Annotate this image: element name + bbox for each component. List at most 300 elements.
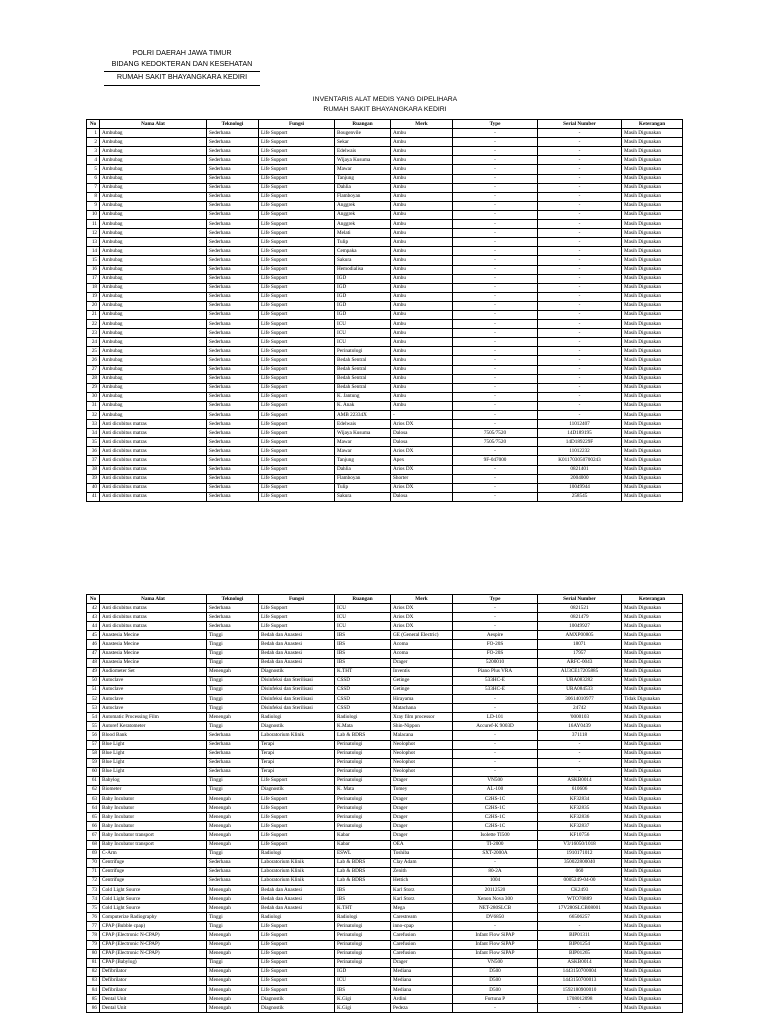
col-teknologi-cell: Sederhana [207,374,259,383]
col-serial-number-cell: WTO70889 [538,895,622,904]
col-keterangan-cell: Masih Digunakan [622,922,683,931]
col-no-cell: 43 [87,613,100,622]
col-teknologi-cell: Sederhana [207,156,259,165]
col-teknologi-cell: Menengah [207,931,259,940]
col-merk-cell: Mega [391,904,453,913]
col-type-cell: D500 [453,986,538,995]
col-ruangan-cell: Perinatologi [335,813,391,822]
col-fungsi-cell: Disinfeksi dan Sterilisasi [259,676,335,685]
col-keterangan-cell: Masih Digunakan [622,256,683,265]
col-nama-alat-cell: Blood Bank [100,731,207,740]
col-no-cell: 68 [87,840,100,849]
col-serial-number-cell: 24742 [538,704,622,713]
table-row [87,438,683,447]
col-teknologi-cell: Tinggi [207,676,259,685]
table-row [87,695,683,704]
col-nama-alat-cell: Ambubag [100,201,207,210]
col-teknologi-cell: Sederhana [207,265,259,274]
col-teknologi-cell: Menengah [207,940,259,949]
header-line-1: POLRI DAERAH JAWA TIMUR [132,48,232,57]
col-ruangan-cell: IBS [335,986,391,995]
col-keterangan-cell: Masih Digunakan [622,976,683,985]
table-row [87,365,683,374]
table-row [87,474,683,483]
col-ruangan-cell: Sekar [335,138,391,147]
col-merk-cell: Ambu [391,138,453,147]
col-type-cell: - [453,401,538,410]
table-row [87,895,683,904]
table-row [87,347,683,356]
col-serial-number-cell: ASKB0014 [538,776,622,785]
col-keterangan-cell: Masih Digunakan [622,456,683,465]
col-serial-number-cell: 17957 [538,649,622,658]
col-merk-cell: Pedeza [391,1004,453,1013]
col-merk-cell: Arios DX [391,622,453,631]
col-ruangan-cell: IBS [335,640,391,649]
col-ruangan-cell: Kabar [335,831,391,840]
col-ruangan-cell: Wijaya Kusuma [335,429,391,438]
col-teknologi-cell: Menengah [207,667,259,676]
col-no-cell: 84 [87,986,100,995]
table-row [87,649,683,658]
col-merk-cell: Dalosa [391,438,453,447]
col-serial-number-cell: - [538,301,622,310]
col-type-cell: Fortuna P [453,995,538,1004]
col-no-cell: 37 [87,456,100,465]
col-nama-alat-cell: Ambubag [100,320,207,329]
col-merk-cell: Mediana [391,986,453,995]
col-teknologi-cell: Sederhana [207,392,259,401]
col-ruangan-cell: Anggrek [335,220,391,229]
col-fungsi-cell: Bedah dan Anastesi [259,640,335,649]
col-keterangan-cell: Masih Digunakan [622,201,683,210]
col-fungsi-cell: Life Support [259,338,335,347]
col-nama-alat-cell: Defibrilator [100,986,207,995]
col-type-cell: D500 [453,967,538,976]
col-ruangan-cell: Perinatologi [335,767,391,776]
col-fungsi-cell: Radiologi [259,713,335,722]
col-fungsi-cell: Life Support [259,229,335,238]
table-row [87,420,683,429]
col-fungsi-cell: Laboratorium Klinik [259,858,335,867]
col-keterangan-cell: Masih Digunakan [622,492,683,501]
col-nama-alat-cell: CPAP (Electronic N-CPAP) [100,940,207,949]
col-fungsi-cell: Life Support [259,474,335,483]
col-merk-cell: Karl Storz [391,895,453,904]
col-ruangan-cell: Anggrek [335,210,391,219]
col-type-cell: 5200010 [453,658,538,667]
col-nama-alat-header: Nama Alat [100,595,207,604]
col-teknologi-cell: Menengah [207,804,259,813]
col-type-cell: - [453,767,538,776]
col-fungsi-cell: Life Support [259,347,335,356]
col-teknologi-cell: Sederhana [207,613,259,622]
col-serial-number-cell: 610606 [538,785,622,794]
col-merk-cell: Ambu [391,220,453,229]
col-ruangan-cell: IBS [335,895,391,904]
table-row [87,613,683,622]
col-nama-alat-cell: Anti dicubitus matras [100,483,207,492]
col-fungsi-cell: Life Support [259,147,335,156]
col-serial-number-cell: - [538,329,622,338]
col-type-cell: - [453,138,538,147]
col-no-cell: 62 [87,785,100,794]
col-nama-alat-cell: Ambubag [100,411,207,420]
col-ruangan-cell: Sakura [335,492,391,501]
col-nama-alat-cell: Anti dicubitus matras [100,429,207,438]
col-keterangan-cell: Masih Digunakan [622,704,683,713]
col-type-cell: - [453,356,538,365]
col-nama-alat-cell: Ambubag [100,283,207,292]
col-serial-number-cell: - [538,201,622,210]
table-row [87,785,683,794]
col-nama-alat-cell: Ambubag [100,192,207,201]
col-nama-alat-cell: Ambubag [100,265,207,274]
col-ruangan-cell: K. Jantung [335,392,391,401]
col-type-cell: C2HS-1C [453,795,538,804]
col-fungsi-cell: Life Support [259,183,335,192]
col-merk-cell: Carefusion [391,940,453,949]
col-keterangan-cell: Masih Digunakan [622,613,683,622]
col-keterangan-cell: Masih Digunakan [622,986,683,995]
col-type-cell: Piano Plus VRA [453,667,538,676]
col-merk-cell: Ambu [391,338,453,347]
col-no-cell: 51 [87,685,100,694]
col-merk-cell: Drager [391,813,453,822]
col-teknologi-cell: Sederhana [207,147,259,156]
table-row [87,767,683,776]
col-teknologi-cell: Menengah [207,895,259,904]
col-serial-number-cell: ASKB0014 [538,958,622,967]
col-teknologi-cell: Sederhana [207,238,259,247]
col-ruangan-cell: Perinatologi [335,758,391,767]
col-merk-cell: OEA [391,840,453,849]
col-ruangan-cell: K.Mata [335,722,391,731]
col-nama-alat-cell: Cold Light Source [100,886,207,895]
col-serial-number-cell: BIP01311 [538,931,622,940]
col-serial-number-cell: - [538,365,622,374]
col-teknologi-header: Teknologi [207,595,259,604]
col-ruangan-cell: Tulip [335,483,391,492]
col-merk-cell: - [391,411,453,420]
col-fungsi-cell: Life Support [259,247,335,256]
table-row [87,676,683,685]
col-serial-number-cell: KF32835 [538,804,622,813]
col-merk-cell: Shin-Nippon [391,722,453,731]
table-row [87,795,683,804]
col-ruangan-cell: CSSD [335,676,391,685]
col-ruangan-cell: Perinatologi [335,940,391,949]
col-no-cell: 57 [87,740,100,749]
col-type-cell: C2HS-1C [453,822,538,831]
col-serial-number-cell: - [538,922,622,931]
col-nama-alat-cell: Ambubag [100,401,207,410]
col-merk-cell: Ambu [391,301,453,310]
col-nama-alat-cell: Ambubag [100,165,207,174]
col-fungsi-cell: Life Support [259,804,335,813]
col-merk-cell: Ambu [391,129,453,138]
col-merk-cell: Clay Adam [391,858,453,867]
col-fungsi-cell: Bedah dan Anastesi [259,658,335,667]
col-ruangan-cell: ESWL [335,849,391,858]
col-serial-number-cell: - [538,749,622,758]
col-nama-alat-cell: Cold Light Source [100,904,207,913]
col-fungsi-cell: Terapi [259,740,335,749]
col-fungsi-cell: Life Support [259,310,335,319]
col-serial-number-header: Serial Number [538,120,622,129]
col-serial-number-cell: - [538,183,622,192]
document-title [250,95,520,115]
col-fungsi-cell: Life Support [259,967,335,976]
col-keterangan-cell: Masih Digunakan [622,283,683,292]
col-serial-number-cell: 1592180900010 [538,986,622,995]
col-teknologi-cell: Tinggi [207,722,259,731]
col-serial-number-cell: K011703050700243 [538,456,622,465]
col-type-cell: - [453,858,538,867]
col-fungsi-cell: Disinfeksi dan Sterilisasi [259,695,335,704]
col-fungsi-cell: Disinfeksi dan Sterilisasi [259,704,335,713]
table-row [87,456,683,465]
col-keterangan-cell: Masih Digunakan [622,676,683,685]
table-row [87,940,683,949]
col-merk-cell: Ambu [391,183,453,192]
col-type-cell: - [453,704,538,713]
col-ruangan-cell: Anggrek [335,201,391,210]
table-row [87,174,683,183]
col-teknologi-cell: Tinggi [207,785,259,794]
col-serial-number-cell: - [538,392,622,401]
col-ruangan-cell: Perinatologi [335,949,391,958]
col-merk-cell: Acoma [391,649,453,658]
col-merk-cell: Karl Storz [391,886,453,895]
col-keterangan-cell: Masih Digunakan [622,320,683,329]
header-line-2: BIDANG KEDOKTERAN DAN KESEHATAN [111,58,253,68]
col-type-cell: DV6850 [453,913,538,922]
col-fungsi-cell: Life Support [259,283,335,292]
table-row [87,904,683,913]
col-keterangan-cell: Masih Digunakan [622,1004,683,1013]
col-serial-number-cell: KF32836 [538,813,622,822]
col-teknologi-cell: Menengah [207,986,259,995]
col-teknologi-cell: Menengah [207,795,259,804]
col-no-cell: 58 [87,749,100,758]
col-ruangan-cell: Bougenvile [335,129,391,138]
col-serial-number-cell: - [538,274,622,283]
col-type-cell: - [453,229,538,238]
col-teknologi-cell: Sederhana [207,229,259,238]
table-row [87,813,683,822]
col-nama-alat-cell: Dental Unit [100,1004,207,1013]
col-teknologi-cell: Sederhana [207,310,259,319]
col-serial-number-cell: - [538,758,622,767]
col-fungsi-cell: Bedah dan Anastesi [259,895,335,904]
col-merk-cell: Drager [391,958,453,967]
col-type-cell: - [453,147,538,156]
col-serial-number-cell: URA083282 [538,676,622,685]
col-merk-cell: Dalosa [391,429,453,438]
col-teknologi-cell: Sederhana [207,329,259,338]
table-row [87,392,683,401]
col-teknologi-cell: Sederhana [207,274,259,283]
col-ruangan-cell: Lab & BDRS [335,876,391,885]
col-no-cell: 36 [87,447,100,456]
table-row [87,876,683,885]
table-row [87,483,683,492]
col-fungsi-cell: Terapi [259,767,335,776]
col-type-cell: - [453,301,538,310]
col-fungsi-cell: Laboratorium Klinik [259,867,335,876]
header-line-3: RUMAH SAKIT BHAYANGKARA KEDIRI [104,71,260,83]
col-keterangan-cell: Masih Digunakan [622,867,683,876]
col-no-cell: 45 [87,631,100,640]
col-keterangan-cell: Masih Digunakan [622,247,683,256]
col-teknologi-cell: Menengah [207,949,259,958]
col-no-cell: 59 [87,758,100,767]
col-serial-number-cell: 1443150700013 [538,976,622,985]
col-merk-cell: Ambu [391,156,453,165]
col-type-cell: - [453,613,538,622]
col-fungsi-cell: Life Support [259,392,335,401]
col-no-cell: 40 [87,483,100,492]
col-teknologi-cell: Sederhana [207,876,259,885]
col-fungsi-cell: Life Support [259,429,335,438]
col-type-cell: - [453,740,538,749]
col-fungsi-cell: Terapi [259,758,335,767]
table-row [87,667,683,676]
table-row [87,722,683,731]
col-type-cell: Infant Flow SiPAP [453,949,538,958]
col-merk-cell: Ambu [391,283,453,292]
table-row [87,447,683,456]
col-nama-alat-cell: CPAP (Electronic N-CPAP) [100,931,207,940]
col-keterangan-cell: Masih Digunakan [622,347,683,356]
col-ruangan-cell: Radiologi [335,713,391,722]
col-type-cell: - [453,129,538,138]
col-nama-alat-cell: Autoclave [100,685,207,694]
col-no-cell: 61 [87,776,100,785]
col-type-cell: D500 [453,976,538,985]
col-keterangan-cell: Masih Digunakan [622,210,683,219]
col-merk-cell: Ambu [391,247,453,256]
col-ruangan-cell: AMB 22334X [335,411,391,420]
table-row [87,758,683,767]
col-merk-cell: Ambu [391,174,453,183]
col-keterangan-cell: Masih Digunakan [622,931,683,940]
col-merk-cell: Getinge [391,685,453,694]
col-ruangan-cell: Kabar [335,840,391,849]
col-no-cell: 38 [87,465,100,474]
col-serial-number-cell: 17V280SLCB08001 [538,904,622,913]
col-nama-alat-cell: Ambubag [100,229,207,238]
col-no-cell: 4 [87,156,100,165]
col-merk-cell: Arios DX [391,613,453,622]
col-type-cell: Infant Flow SiPAP [453,931,538,940]
col-keterangan-cell: Masih Digunakan [622,740,683,749]
col-type-cell: - [453,695,538,704]
col-no-cell: 39 [87,474,100,483]
col-nama-alat-cell: Anti dicubitus matras [100,474,207,483]
col-type-cell: - [453,465,538,474]
table-row [87,776,683,785]
col-keterangan-cell: Masih Digunakan [622,411,683,420]
table-row [87,229,683,238]
col-merk-cell: Ardini [391,995,453,1004]
table-header-row [87,120,683,129]
col-nama-alat-cell: Baby Incubator [100,813,207,822]
col-nama-alat-cell: Autoclave [100,695,207,704]
col-serial-number-cell: 0005249-04-00 [538,876,622,885]
col-nama-alat-cell: Anastesia Mecine [100,631,207,640]
col-no-cell: 70 [87,858,100,867]
col-teknologi-cell: Sederhana [207,220,259,229]
col-teknologi-cell: Sederhana [207,192,259,201]
table-row [87,374,683,383]
col-fungsi-cell: Life Support [259,492,335,501]
col-no-cell: 14 [87,247,100,256]
col-ruangan-cell: ICU [335,338,391,347]
col-merk-cell: Ambu [391,210,453,219]
col-teknologi-cell: Sederhana [207,174,259,183]
col-fungsi-cell: Life Support [259,220,335,229]
col-fungsi-cell: Life Support [259,201,335,210]
table-row [87,283,683,292]
col-type-cell: - [453,365,538,374]
col-nama-alat-cell: Autoref Keratometer [100,722,207,731]
col-type-cell: - [453,220,538,229]
col-merk-cell: Drager [391,804,453,813]
col-type-cell: - [453,192,538,201]
col-merk-cell: Inventis [391,667,453,676]
col-teknologi-cell: Sederhana [207,129,259,138]
table-row [87,867,683,876]
col-teknologi-header: Teknologi [207,120,259,129]
institution-header [104,48,260,86]
col-no-cell: 11 [87,220,100,229]
col-fungsi-cell: Bedah dan Anastesi [259,904,335,913]
table-row [87,840,683,849]
col-keterangan-cell: Masih Digunakan [622,813,683,822]
col-nama-alat-cell: Ambubag [100,210,207,219]
col-type-cell: - [453,292,538,301]
col-merk-cell: Neolophot [391,740,453,749]
col-merk-cell: Arios DX [391,604,453,613]
col-serial-number-cell: CK2493 [538,886,622,895]
col-no-cell: 7 [87,183,100,192]
col-teknologi-cell: Sederhana [207,383,259,392]
table-row [87,147,683,156]
col-keterangan-header: Keterangan [622,120,683,129]
col-merk-cell: Drager [391,822,453,831]
col-ruangan-cell: IGD [335,310,391,319]
col-teknologi-cell: Tinggi [207,695,259,704]
col-teknologi-cell: Sederhana [207,210,259,219]
col-merk-cell: Arios DX [391,420,453,429]
col-type-cell: - [453,238,538,247]
col-teknologi-cell: Sederhana [207,420,259,429]
col-merk-cell: Hirayama [391,695,453,704]
col-ruangan-cell: K.Gigi [335,995,391,1004]
col-fungsi-cell: Life Support [259,795,335,804]
col-fungsi-cell: Diagnostik [259,722,335,731]
col-ruangan-cell: Perinatologi [335,931,391,940]
col-ruangan-cell: CSSD [335,685,391,694]
table-row [87,265,683,274]
col-teknologi-cell: Tinggi [207,658,259,667]
table-row [87,640,683,649]
col-serial-number-cell: - [538,320,622,329]
col-nama-alat-cell: Automatic Processing Film [100,713,207,722]
document-title-line-2: RUMAH SAKIT BHAYANGKARA KEDIRI [323,106,447,113]
